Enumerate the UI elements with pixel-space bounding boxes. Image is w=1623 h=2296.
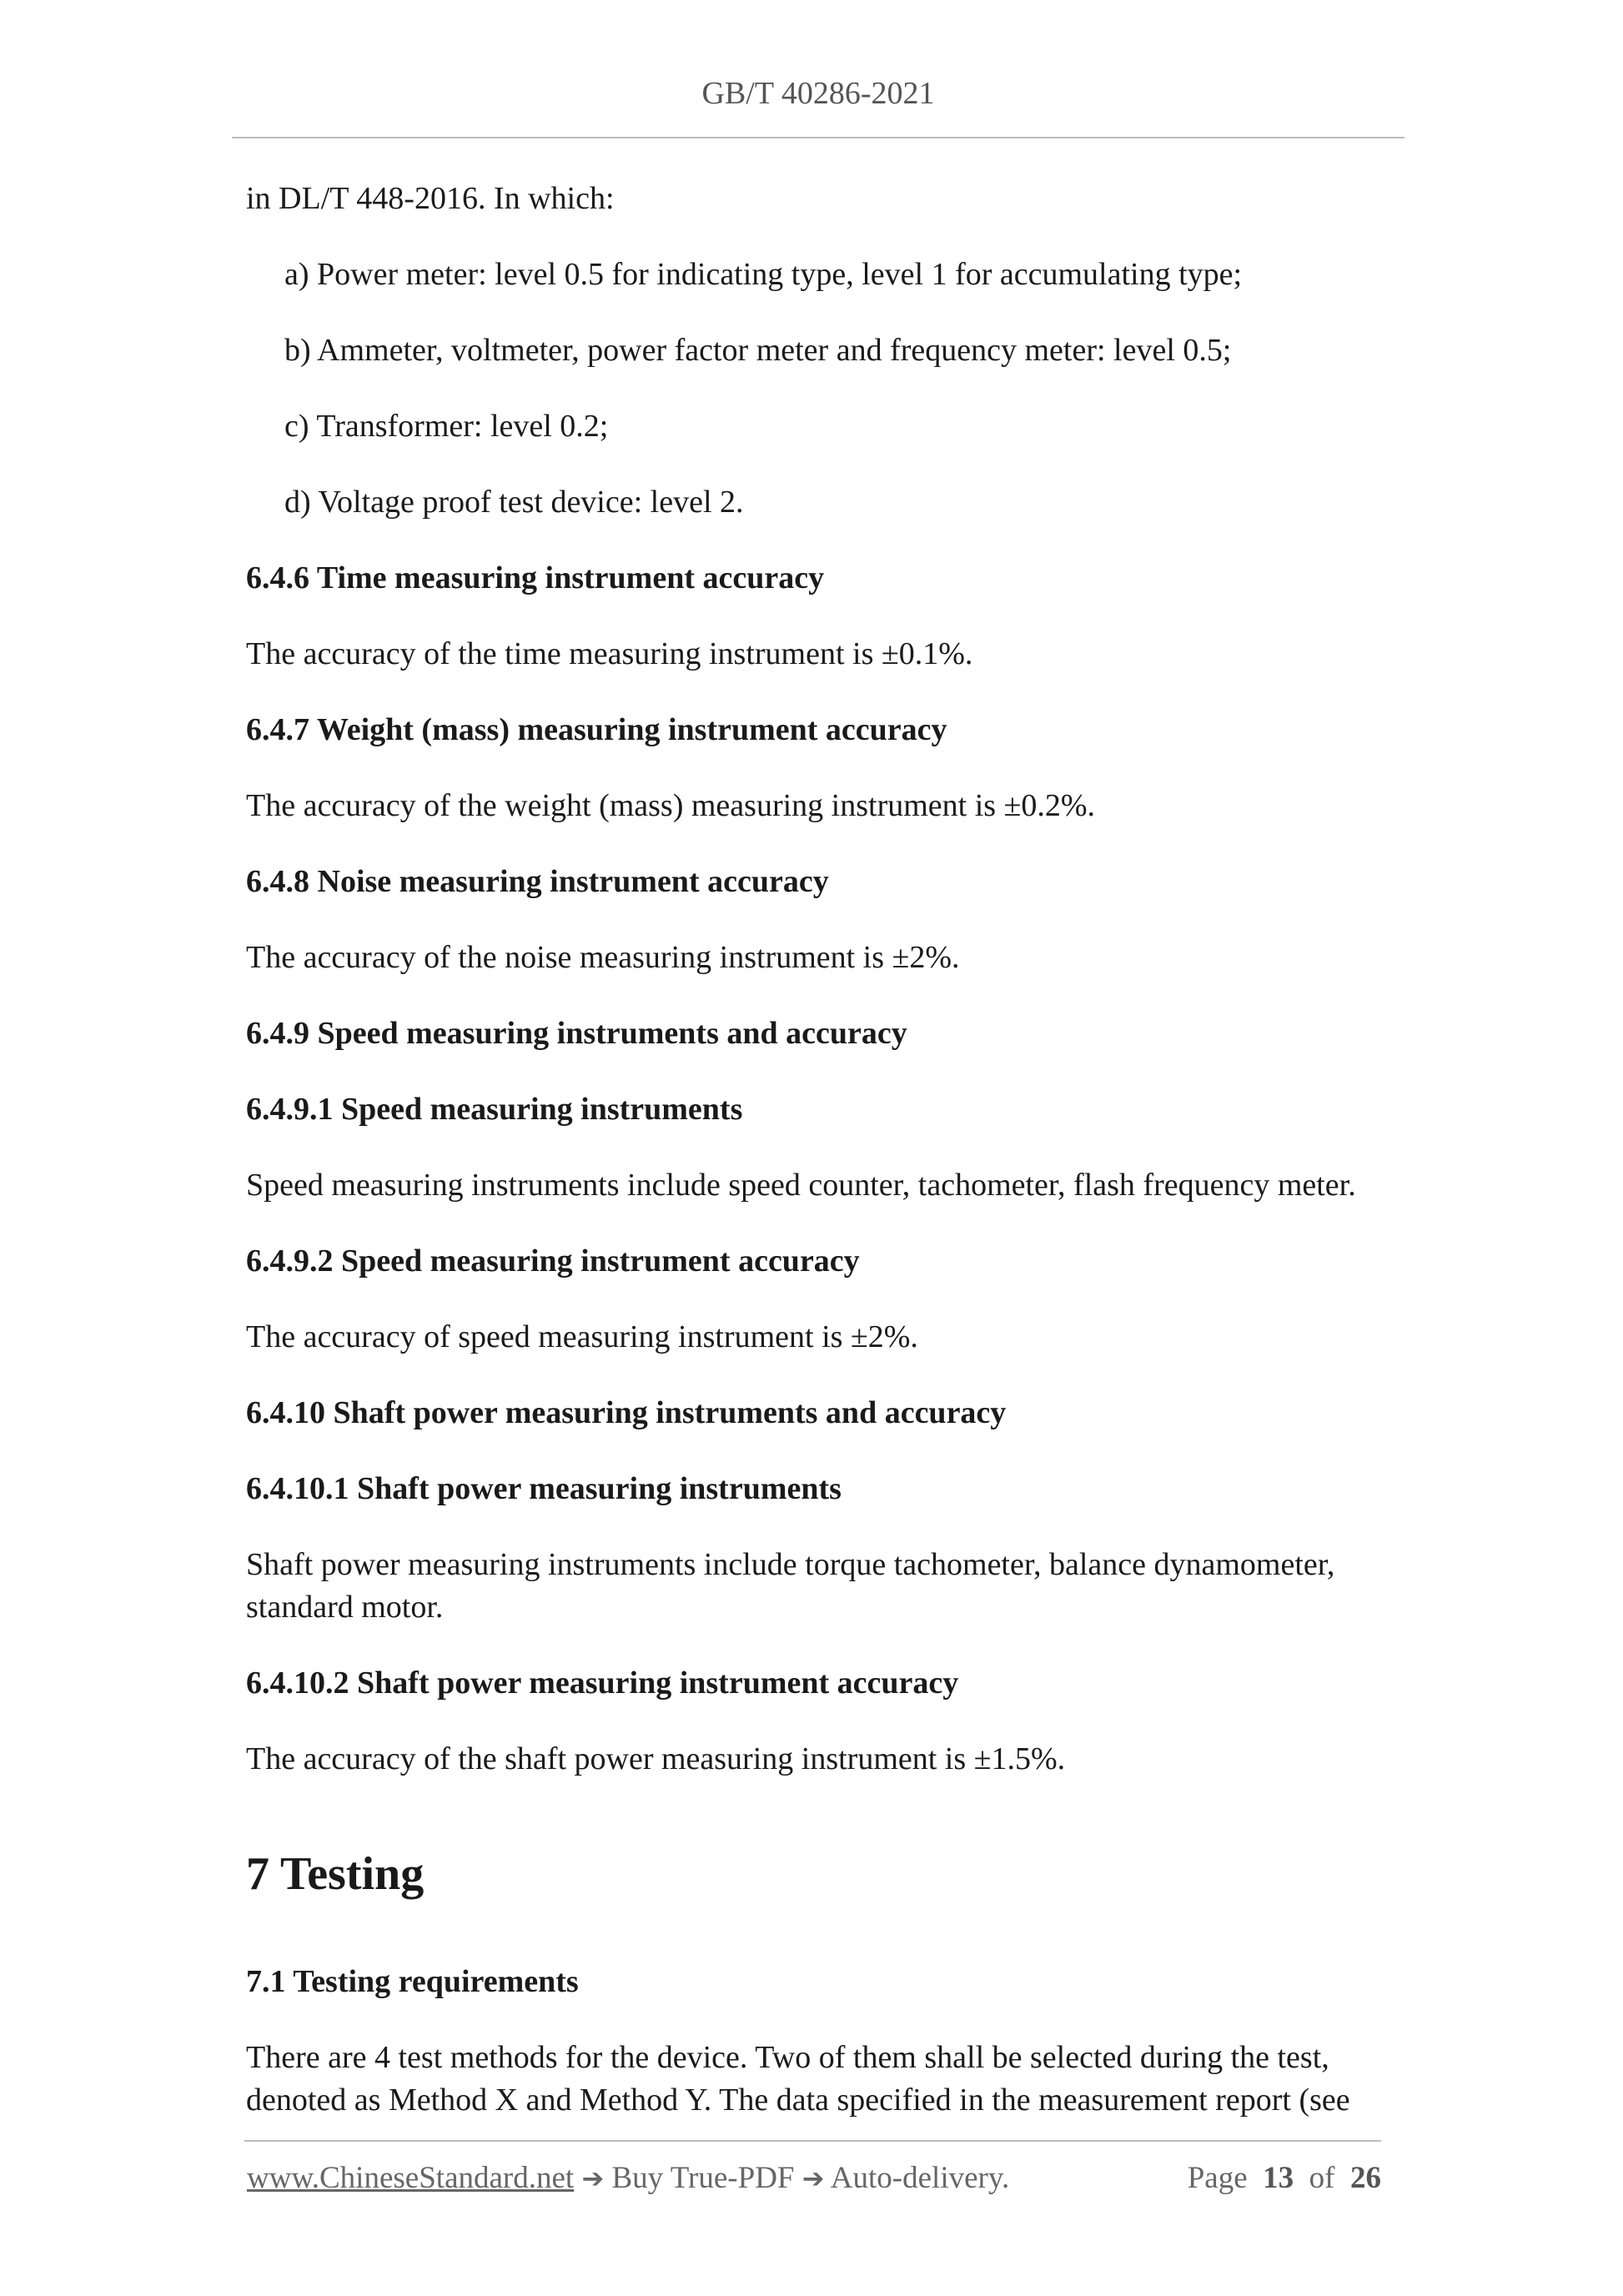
heading-6-4-8: 6.4.8 Noise measuring instrument accuracy: [246, 864, 829, 899]
buy-true-pdf-text: Buy True-PDF: [611, 2161, 795, 2195]
page-number: [1188, 2160, 1381, 2196]
current-page: 13: [1263, 2161, 1294, 2195]
heading-6-4-9-2: 6.4.9.2 Speed measuring instrument accuracy: [246, 1243, 860, 1279]
auto-delivery-text: Auto-delivery.: [830, 2161, 1010, 2195]
text-6-4-9-1: Speed measuring instruments include speed counter, tachometer, flash frequency meter.: [246, 1168, 1356, 1203]
text-6-4-10-1-line1: Shaft power measuring instruments include torque tachometer, balance dynamometer,: [246, 1547, 1335, 1582]
heading-7: 7 Testing: [246, 1848, 425, 1900]
website-link[interactable]: www.ChineseStandard.net: [247, 2161, 575, 2195]
text-7-1-line1: There are 4 test methods for the device. Two of them shall be selected during the test,: [246, 2040, 1329, 2075]
heading-6-4-10-1: 6.4.10.1 Shaft power measuring instruments: [246, 1471, 842, 1506]
text-6-4-6: The accuracy of the time measuring instrument is ±0.1%.: [246, 636, 973, 671]
list-item-b: b) Ammeter, voltmeter, power factor meter and frequency meter: level 0.5;: [284, 333, 1232, 368]
heading-6-4-9: 6.4.9 Speed measuring instruments and accuracy: [246, 1016, 907, 1051]
page-footer: [247, 2160, 1381, 2196]
heading-7-1: 7.1 Testing requirements: [246, 1964, 579, 1999]
footer-left: [247, 2160, 1009, 2196]
text-6-4-10-2: The accuracy of the shaft power measuring instrument is ±1.5%.: [246, 1741, 1066, 1776]
text-7-1-line2: denoted as Method X and Method Y. The data specified in the measurement report (see: [246, 2082, 1350, 2118]
text-6-4-9-2: The accuracy of speed measuring instrument is ±2%.: [246, 1319, 918, 1354]
header-divider: [232, 137, 1404, 138]
arrow-right-icon: ➔: [801, 2163, 825, 2194]
footer-divider: [244, 2140, 1381, 2142]
total-pages: 26: [1350, 2161, 1381, 2195]
text-6-4-8: The accuracy of the noise measuring instrument is ±2%.: [246, 940, 960, 975]
of-label: of: [1309, 2161, 1335, 2195]
heading-6-4-9-1: 6.4.9.1 Speed measuring instruments: [246, 1092, 743, 1127]
intro-text: in DL/T 448-2016. In which:: [246, 181, 615, 216]
heading-6-4-10-2: 6.4.10.2 Shaft power measuring instrument accuracy: [246, 1665, 959, 1701]
arrow-right-icon: ➔: [581, 2163, 605, 2194]
running-header: GB/T 40286-2021: [701, 76, 935, 111]
list-item-c: c) Transformer: level 0.2;: [284, 409, 609, 444]
list-item-d: d) Voltage proof test device: level 2.: [284, 485, 744, 520]
page-label: Page: [1187, 2161, 1248, 2195]
text-6-4-7: The accuracy of the weight (mass) measuring instrument is ±0.2%.: [246, 788, 1096, 823]
list-item-a: a) Power meter: level 0.5 for indicating type, level 1 for accumulating type;: [284, 257, 1243, 292]
heading-6-4-6: 6.4.6 Time measuring instrument accuracy: [246, 560, 825, 595]
text-6-4-10-1-line2: standard motor.: [246, 1590, 444, 1625]
heading-6-4-7: 6.4.7 Weight (mass) measuring instrument accuracy: [246, 712, 947, 747]
heading-6-4-10: 6.4.10 Shaft power measuring instruments and accuracy: [246, 1395, 1007, 1430]
